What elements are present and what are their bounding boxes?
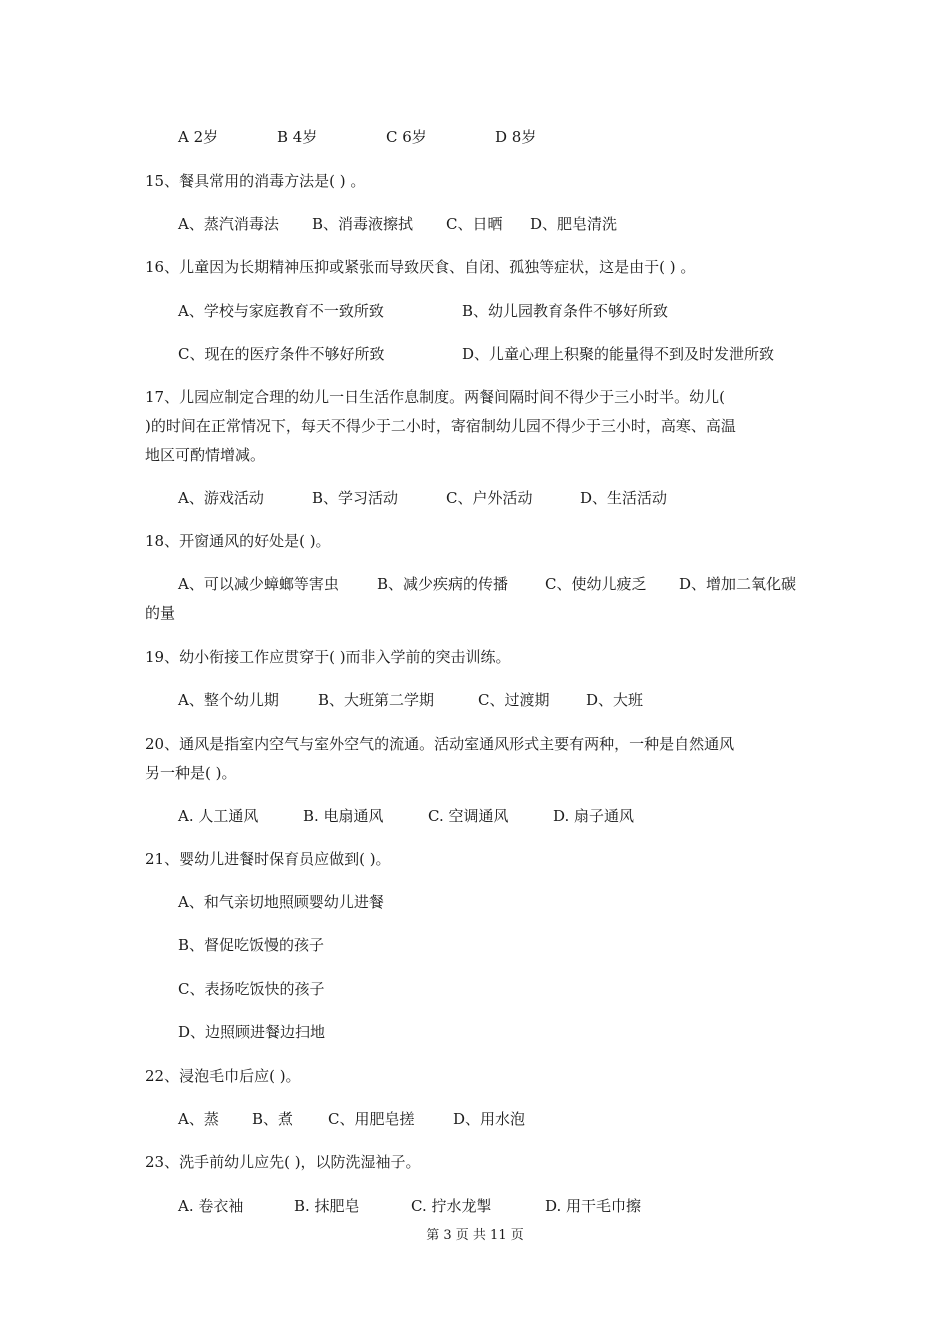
question-20-stem-line-1: 20、通风是指室内空气与室外空气的流通。活动室通风形式主要有两种，一种是自然通风 — [145, 735, 735, 753]
option-c: C、用肥皂搓 — [328, 1110, 415, 1128]
option-b: B、煮 — [252, 1110, 294, 1128]
option-d: D、增加二氧化碳 — [679, 575, 797, 593]
option-a: A. 卷衣袖 — [178, 1197, 244, 1215]
option-b: B 4岁 — [277, 128, 318, 146]
option-d: D. 扇子通风 — [553, 807, 635, 825]
question-17-stem-line-1: 17、儿园应制定合理的幼儿一日生活作息制度。两餐间隔时间不得少于三小时半。幼儿( — [145, 388, 725, 406]
option-d: D、用水泡 — [453, 1110, 526, 1128]
option-d: D、生活活动 — [580, 489, 668, 507]
option-a: A、和气亲切地照顾婴幼儿进餐 — [178, 893, 384, 911]
option-b: B、大班第二学期 — [318, 691, 435, 709]
option-b: B、减少疾病的传播 — [377, 575, 509, 593]
option-c: C、户外活动 — [446, 489, 533, 507]
option-a: A、蒸 — [178, 1110, 219, 1128]
option-b: B、幼儿园教育条件不够好所致 — [462, 302, 669, 320]
option-d: D、大班 — [586, 691, 644, 709]
option-d: D、肥皂清洗 — [530, 215, 618, 233]
question-19-stem: 19、幼小衔接工作应贯穿于( )而非入学前的突击训练。 — [145, 648, 511, 666]
question-23-stem: 23、洗手前幼儿应先( )，以防洗湿袖子。 — [145, 1153, 421, 1171]
option-a: A. 人工通风 — [178, 807, 259, 825]
question-17-stem-line-2: )的时间在正常情况下，每天不得少于二小时，寄宿制幼儿园不得少于三小时，高寒、高温 — [145, 417, 736, 435]
page-footer: 第 3 页 共 11 页 — [426, 1228, 524, 1243]
option-a: A 2岁 — [178, 128, 219, 146]
question-16-stem: 16、儿童因为长期精神压抑或紧张而导致厌食、自闭、孤独等症状，这是由于( ) 。 — [145, 258, 696, 276]
option-d: D、边照顾进餐边扫地 — [178, 1023, 326, 1041]
option-c: C、现在的医疗条件不够好所致 — [178, 345, 385, 363]
question-17-stem-line-3: 地区可酌情增减。 — [145, 446, 266, 464]
option-b: B、督促吃饭慢的孩子 — [178, 936, 325, 954]
option-d: D 8岁 — [495, 128, 537, 146]
question-21-stem: 21、婴幼儿进餐时保育员应做到( )。 — [145, 850, 391, 868]
option-b: B、学习活动 — [312, 489, 399, 507]
option-a: A、整个幼儿期 — [178, 691, 279, 709]
option-a: A、学校与家庭教育不一致所致 — [178, 302, 384, 320]
option-c: C、过渡期 — [478, 691, 550, 709]
option-c: C. 拧水龙掣 — [411, 1197, 492, 1215]
option-c: C、日晒 — [446, 215, 503, 233]
option-c: C、表扬吃饭快的孩子 — [178, 980, 325, 998]
option-d: D、儿童心理上积聚的能量得不到及时发泄所致 — [462, 345, 775, 363]
question-18-stem: 18、开窗通风的好处是( )。 — [145, 532, 331, 550]
question-18-option-continuation: 的量 — [145, 604, 176, 622]
question-15-stem: 15、餐具常用的消毒方法是( ) 。 — [145, 172, 366, 190]
question-20-stem-line-2: 另一种是( )。 — [145, 764, 237, 782]
question-22-stem: 22、浸泡毛巾后应( )。 — [145, 1067, 301, 1085]
option-a: A、可以减少蟑螂等害虫 — [178, 575, 339, 593]
option-b: B、消毒液擦拭 — [312, 215, 414, 233]
option-a: A、游戏活动 — [178, 489, 264, 507]
option-d: D. 用干毛巾擦 — [545, 1197, 642, 1215]
option-a: A、蒸汽消毒法 — [178, 215, 279, 233]
option-c: C、使幼儿疲乏 — [545, 575, 647, 593]
option-b: B. 电扇通风 — [303, 807, 384, 825]
option-b: B. 抹肥皂 — [294, 1197, 360, 1215]
option-c: C. 空调通风 — [428, 807, 509, 825]
option-c: C 6岁 — [386, 128, 427, 146]
